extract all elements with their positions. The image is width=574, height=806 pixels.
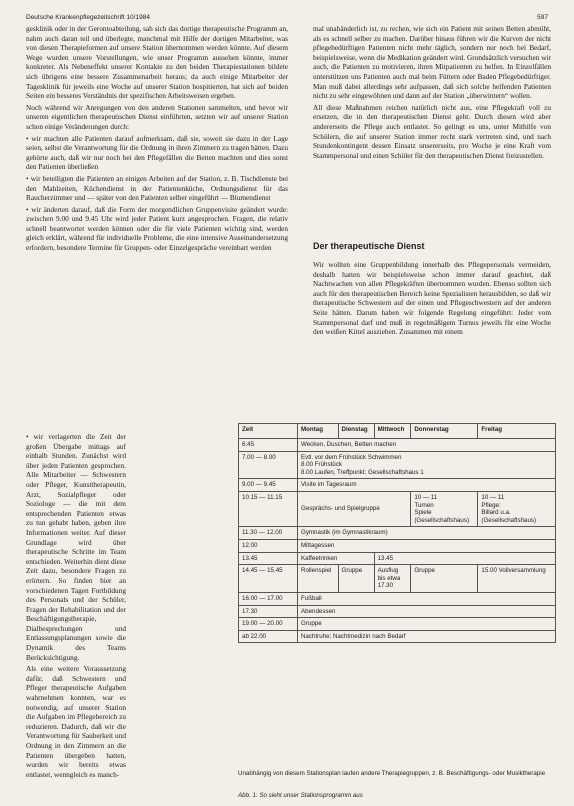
cell-time: 14.45 — 15.45 bbox=[239, 565, 298, 593]
paragraph: Noch während wir Anregungen von den anderen Stationen sammelten, und bevor wir unseren eigentlichen therapeutischen Dienst einführten, setzten wir auf unserer Station schon einige Veränderungen durch: bbox=[26, 102, 288, 131]
cell-time: 7.00 — 8.00 bbox=[239, 451, 298, 479]
table-row bbox=[239, 491, 556, 526]
cell-friday: 15.00 Vollversammlung bbox=[478, 565, 556, 593]
cell-thursday: Gruppe bbox=[411, 565, 478, 593]
cell-activity: Fußball bbox=[298, 592, 556, 605]
table-row bbox=[239, 630, 556, 643]
cell-thursday: 10 — 11 Turnen Spiele (Gesellschaftshaus) bbox=[411, 491, 478, 526]
cell-activity: Kaffeetrinken bbox=[298, 552, 375, 565]
cell-time: 12.00 bbox=[239, 539, 298, 552]
cell-time: 19.00 — 20.00 bbox=[239, 618, 298, 631]
cell-time: 13.45 bbox=[239, 552, 298, 565]
table-row bbox=[239, 539, 556, 552]
table-row bbox=[239, 618, 556, 631]
cell-time: ab 22.00 bbox=[239, 630, 298, 643]
header-friday: Freitag bbox=[478, 424, 556, 439]
cell-wednesday: Ausflug bis etwa 17.30 bbox=[374, 565, 411, 593]
column-right-middle bbox=[313, 260, 551, 339]
list-item: • wir änderten darauf, daß die Form der morgendlichen Gruppenvisite geändert wurde: zwischen 9.00 und 9.45 Uhr wird jeder Patient kurz angesprochen. Fragen, die relativ schnell beantwortet werden können oder die für viele Patienten wichtig sind, werden gleich erklärt, während für individuelle Probleme, die eine intensive Auseinandersetzung erfordern, besondere Termine für Gruppen- oder Einzelgespräche vereinbart werden bbox=[26, 204, 288, 253]
page-number: 597 bbox=[537, 14, 548, 21]
paragraph: Wir wollten eine Gruppenbildung innerhalb des Pflegepersonals vermeiden, deshalb hatten wir beispielsweise schon immer darauf geachtet, daß Nachtwachen von allen Pflegekräften übernommen wurden. Ebenso sollten sich auch für den therapeutischen Bereich keine Spezialisten herausbilden, so daß wir therapeutische Schwestern auf der einen und Pflegeschwestern auf der anderen Seite hätten. Darum haben wir folgende Regelung eingeführt: Jeder vom Stammpersonal darf und muß in regelmäßigem Turnus jeweils für eine Woche den weißen Kittel ausziehen. Zusammen mit einem bbox=[313, 260, 551, 337]
table-row bbox=[239, 527, 556, 540]
header-wednesday: Mittwoch bbox=[374, 424, 411, 439]
list-item: • wir verlagerten die Zeit der großen Übergabe mittags auf einhalb Stunden. Zunächst wird über jeden Patienten gesprochen. Alle Mitarbeiter — Schwestern oder Pfleger, Kunsttherapeutin, Arzt, Sozialpfleger oder Soziologe — die mit dem entsprechenden Patienten etwas zu tun gehabt haben, geben ihre Informationen weiter. Auf dieser Grundlage wird über therapeutische Schritte im Team entschieden. Weiterhin dient diese Zeit dazu, besondere Fragen zu erörtern. So finden hier an vorschiedenen Tagen Fortbildung des Personals und der Schüler, Fragen der Rehabilitation und der Beschäftigungstherapie, Dialbesprechungen und Entlassungsplanungen sowie die Dynamik des Teams Berücksichtigung. bbox=[26, 432, 126, 662]
table-row bbox=[239, 479, 556, 492]
cell-time: 10.15 — 11.15 bbox=[239, 491, 298, 526]
cell-activity: Visite im Tagesraum bbox=[298, 479, 556, 492]
cell-time: 16.00 — 17.00 bbox=[239, 592, 298, 605]
table-row bbox=[239, 565, 556, 593]
cell-activity: Gesprächs- und Spielgruppe bbox=[298, 491, 411, 526]
cell-tuesday: Gruppe bbox=[338, 565, 374, 593]
column-left-bottom bbox=[26, 432, 126, 781]
table-row bbox=[239, 592, 556, 605]
table-row bbox=[239, 605, 556, 618]
paragraph: mal unabänderlich ist, zu rechen, wie sich ein Patient mit seinen Betten abmüht, als es schnell selber zu machen. Darüber hinaus führen wir die Kurven der nicht pflegebedürftigen Patienten nicht mehr täglich, sondern nur noch bei Bedarf, beispielsweise, wenn die Medikation geändert wird. Grundsätzlich versuchen wir auch, die Patienten zu motivieren, ihren Mitpatienten zu helfen. In Einzelfällen unterstützen uns Patienten auch mal beim Füttern oder Baden Pflegebedürftiger. Man muß dabei allerdings sehr aufpassen, daß sich solche helfenden Patienten nicht zu sehr eingewöhnen und dann auf der Station „überwintern“ wollen. bbox=[313, 24, 551, 101]
cell-time: 6.45 bbox=[239, 439, 298, 452]
header-tuesday: Dienstag bbox=[338, 424, 374, 439]
cell-friday: 10 — 11 Pflege: Billard u.a. (Gesellschaftshaus) bbox=[478, 491, 556, 526]
cell-time: 17.30 bbox=[239, 605, 298, 618]
cell-activity: Gruppe bbox=[298, 618, 556, 631]
cell-monday: Rollenspiel bbox=[298, 565, 339, 593]
figure-caption: Abb. 1: So sieht unser Stationsprogramm aus bbox=[238, 792, 363, 799]
cell-time: 11.30 — 12.00 bbox=[239, 527, 298, 540]
list-item: • wir machten alle Patienten darauf aufmerksam, daß sie, soweit sie dazu in der Lage seien, selbst die Verantwortung für die Ordnung in ihren Zimmern zu tragen hätten. Dazu gehörte auch, daß wir nur noch bei den Pflegefällen die Betten machten und dies sonst den Patienten überließen bbox=[26, 133, 288, 172]
header-thursday: Donnerstag bbox=[411, 424, 478, 439]
journal-name: Deutsche Krankenpflegezeitschrift 10/1984 bbox=[26, 14, 150, 21]
cell-activity: Wecken, Duschen, Betten machen bbox=[298, 439, 556, 452]
header-monday: Montag bbox=[298, 424, 339, 439]
column-right-top bbox=[313, 24, 551, 162]
cell-activity: Abendessen bbox=[298, 605, 556, 618]
paragraph: All diese Maßnahmen reichen natürlich nicht aus, eine Pflegekraft voll zu ersetzen, die in den therapeutischen Dienst geht. Durch diesen wird aber andererseits die Pflege auch entlastet. So gelingt es uns, unter Mithilfe von Schülern, die auf unserer Station immer recht stark vertreten sind, und nach Stundenkontingent dessen Einsatz unsererseits, pro Woche je eine Kraft vom Stammpersonal und einen Schüler für den therapeutischen Dienst freizustellen. bbox=[313, 102, 551, 160]
cell-activity: Mittagessen bbox=[298, 539, 556, 552]
table-header-row bbox=[239, 424, 556, 439]
section-heading: Der therapeutische Dienst bbox=[313, 241, 425, 251]
table-row bbox=[239, 552, 556, 565]
list-item: • wir beteiligten die Patienten an einigen Arbeiten auf der Station, z. B. Tischdienste bei den Mahlzeiten, Küchendienst in der Patientenküche, Ordnungsdienst für das Raucherzimmer und — später von den Patienten selber eingeführt — Blumendienst bbox=[26, 173, 288, 203]
cell-activity: Evtl. vor dem Frühstück Schwimmen 8.00 Frühstück 8.00 Laufen, Treffpunkt: Gesellschaftshaus 1 bbox=[298, 451, 556, 479]
table-row bbox=[239, 451, 556, 479]
paragraph: gesklinik oder in der Gerontoabteilung, sah sich das dortige therapeutische Programm an, nahm auch daran teil und überlegte, manchmal mit Hilfe der dortigen Mitarbeiter, was von diesen Therapieformen auf unsere Station übernommen werden könnte. Auf diesem Wege wurden unsere Vorstellungen, wie unser Programm aussehen könnte, immer konkreter. Als Nebeneffekt unserer Kontakte zu den beiden Therapiestationen bildete sich übrigens eine bessere Zusammenarbeit heraus; da auch einige Mitarbeiter der Tagesklinik für jeweils eine Woche auf unserer Station hospitierten, hat sich auf beiden Seiten ein besseres Verständnis der spezifischen Arbeitsweisen ergeben. bbox=[26, 24, 288, 101]
table-row bbox=[239, 439, 556, 452]
page-header bbox=[26, 14, 548, 21]
header-time: Zeit bbox=[239, 424, 298, 439]
cell-time: 9.00 — 9.45 bbox=[239, 479, 298, 492]
column-left-top bbox=[26, 24, 288, 255]
cell-activity: Nachtruhe; Nachtmedizin nach Bedarf bbox=[298, 630, 556, 643]
cell-wednesday: 13.45 bbox=[374, 552, 555, 565]
cell-activity: Gymnastik (im Gymnastikraum) bbox=[298, 527, 556, 540]
paragraph: Als eine weitere Voraussetzung dafür, daß Schwestern und Pfleger therapeutische Aufgaben wahrnehmen konnten, war es notwendig, auf unserer Station die Aufgaben im Pflegebereich zu reduzieren. Dadurch, daß wir die Verantwortung für Sauberkeit und Ordnung in den Zimmern an die Patienten übergeben hatten, wurden wir bereits etwas entlastet, wenngleich es manch- bbox=[26, 664, 126, 779]
schedule-table bbox=[238, 423, 556, 643]
table-note: Unabhängig von diesem Stationsplan laufen andere Therapiegruppen, z. B. Beschäftigungs- oder Musiktherapie bbox=[238, 770, 546, 777]
